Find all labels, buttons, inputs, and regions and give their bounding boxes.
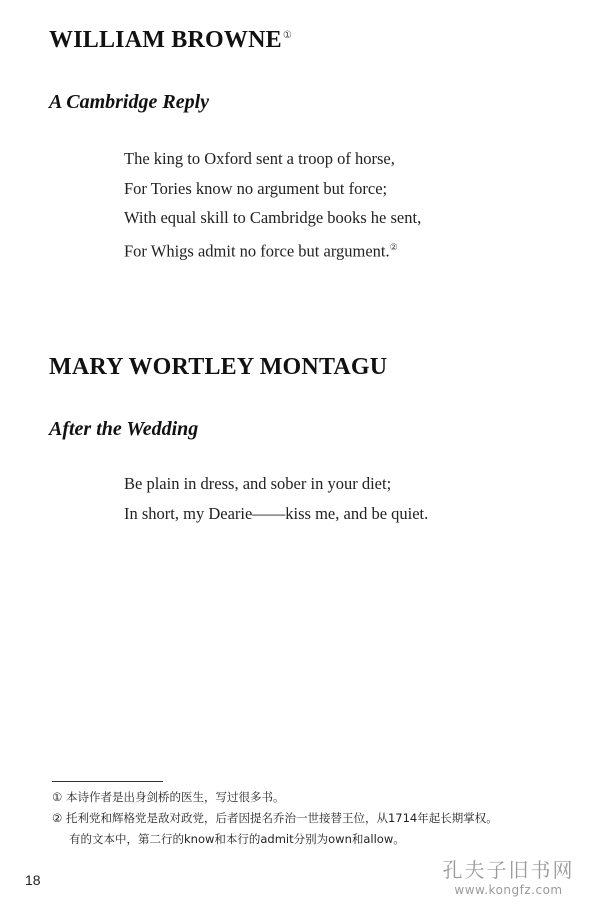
verse-text: For Whigs admit no force but argument.	[124, 241, 390, 260]
poem-body-cambridge-reply	[124, 144, 421, 266]
author-heading-montagu: MARY WORTLEY MONTAGU	[49, 354, 388, 380]
footnote-2: ② 托利党和辉格党是敌对政党，后者因提名乔治一世接替王位，从1714年起长期掌权。	[52, 811, 498, 825]
footnote-2-continuation: 有的文本中，第二行的know和本行的admit分别为own和allow。	[69, 832, 405, 846]
poem-body-after-the-wedding	[124, 469, 428, 528]
poem-title-after-the-wedding: After the Wedding	[49, 418, 199, 440]
author-heading-browne	[49, 27, 292, 54]
footnote-1: ① 本诗作者是出身剑桥的医生，写过很多书。	[52, 790, 285, 804]
footnotes	[52, 787, 597, 850]
verse-line: For Tories know no argument but force;	[124, 178, 388, 198]
watermark-name: 孔夫子旧书网	[442, 858, 575, 882]
verse-line: With equal skill to Cambridge books he sent,	[124, 208, 422, 227]
verse-line: The king to Oxford sent a troop of horse,	[124, 149, 395, 168]
watermark-url: www.kongfz.com	[454, 883, 563, 897]
author-name: WILLIAM BROWNE	[49, 27, 282, 53]
footnote-ref-1: ①	[282, 30, 292, 41]
watermark	[426, 858, 591, 898]
poem-title-cambridge-reply: A Cambridge Reply	[49, 91, 209, 113]
verse-line: In short, my Dearie——kiss me, and be quiet.	[124, 503, 429, 523]
footnote-divider	[52, 781, 163, 782]
footnote-ref-2: ②	[389, 241, 398, 252]
verse-line-with-ref	[124, 233, 421, 266]
page-number: 18	[25, 872, 41, 888]
verse-line: Be plain in dress, and sober in your diet;	[124, 474, 392, 493]
